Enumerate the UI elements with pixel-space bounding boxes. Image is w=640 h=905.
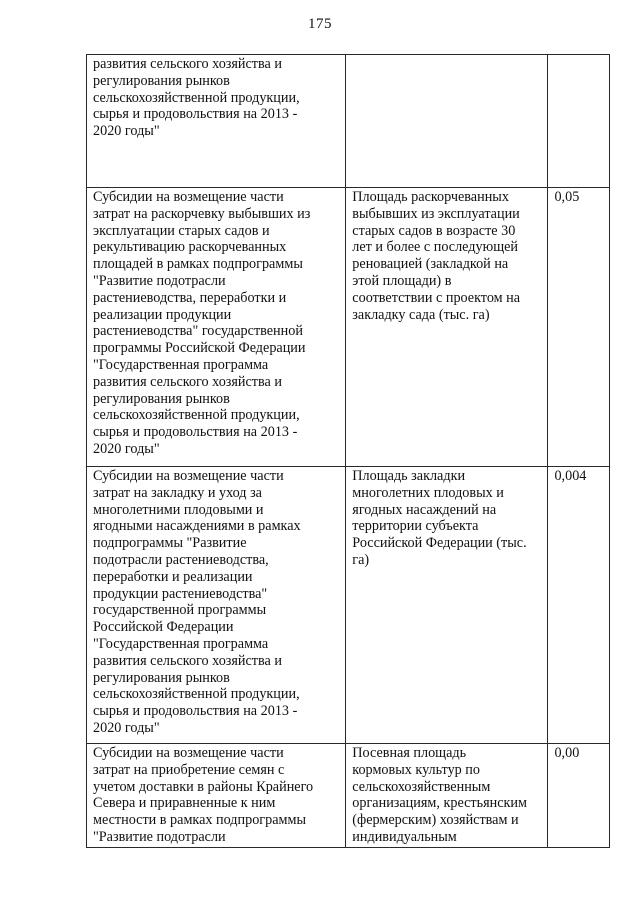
subsidy-description-cell <box>87 744 346 848</box>
indicator-value: 0,004 <box>554 468 587 484</box>
subsidy-description: развития сельского хозяйства и регулирования рынков сельскохозяйственной продукции, сырья и продовольствия на 2013 - 2020 годы" <box>93 56 300 140</box>
indicator-value: 0,05 <box>554 189 580 205</box>
indicator-cell <box>346 188 548 467</box>
table-row <box>87 188 610 467</box>
table-row <box>87 467 610 744</box>
subsidy-description-cell <box>87 188 346 467</box>
value-cell <box>548 744 610 848</box>
indicator-cell <box>346 744 548 848</box>
value-cell <box>548 55 610 188</box>
subsidy-description: Субсидии на возмещение части затрат на закладку и уход за многолетними плодовыми и ягодными насаждениями в рамках подпрограммы "Развитие подотрасли растениеводства, переработки и реализации продукции растениеводства" государственной программы Российской Федерации "Государственная программа развития сельского хозяйства и регулирования рынков сельскохозяйственной продукции, сырья и продовольствия на 2013 - 2020 годы" <box>93 468 301 736</box>
table-row <box>87 744 610 848</box>
subsidy-description: Субсидии на возмещение части затрат на приобретение семян с учетом доставки в районы Крайнего Севера и приравненные к ним местности в рамках подпрограммы "Развитие подотрасли <box>93 745 314 845</box>
indicator-text: Площадь раскорчеванных выбывших из эксплуатации старых садов в возрасте 30 лет и более с последующей реновацией (закладкой на этой площади) в соответствии с проектом на закладку сада (тыс. га) <box>352 189 521 323</box>
page-number: 175 <box>308 16 332 32</box>
value-cell <box>548 188 610 467</box>
subsidy-description-cell <box>87 467 346 744</box>
subsidy-description: Субсидии на возмещение части затрат на раскорчевку выбывших из эксплуатации старых садов и рекультивацию раскорчеванных площадей в рамках подпрограммы "Развитие подотрасли растениеводства, переработки и реализации продукции растениеводства" государственной программы Российской Федерации "Государственная программа развития сельского хозяйства и регулирования рынков сельскохозяйственной продукции, сырья и продовольствия на 2013 - 2020 годы" <box>93 189 311 457</box>
value-cell <box>548 467 610 744</box>
indicator-cell <box>346 55 548 188</box>
indicator-text: Посевная площадь кормовых культур по сельскохозяйственным организациям, крестьянским (фермерским) хозяйствам и индивидуальным <box>352 745 527 845</box>
subsidy-description-cell <box>87 55 346 188</box>
indicator-text: Площадь закладки многолетних плодовых и ягодных насаждений на территории субъекта Российской Федерации (тыс. га) <box>352 468 527 568</box>
table-row <box>87 55 610 188</box>
indicator-cell <box>346 467 548 744</box>
subsidies-table <box>86 54 610 848</box>
indicator-value: 0,00 <box>554 745 580 761</box>
